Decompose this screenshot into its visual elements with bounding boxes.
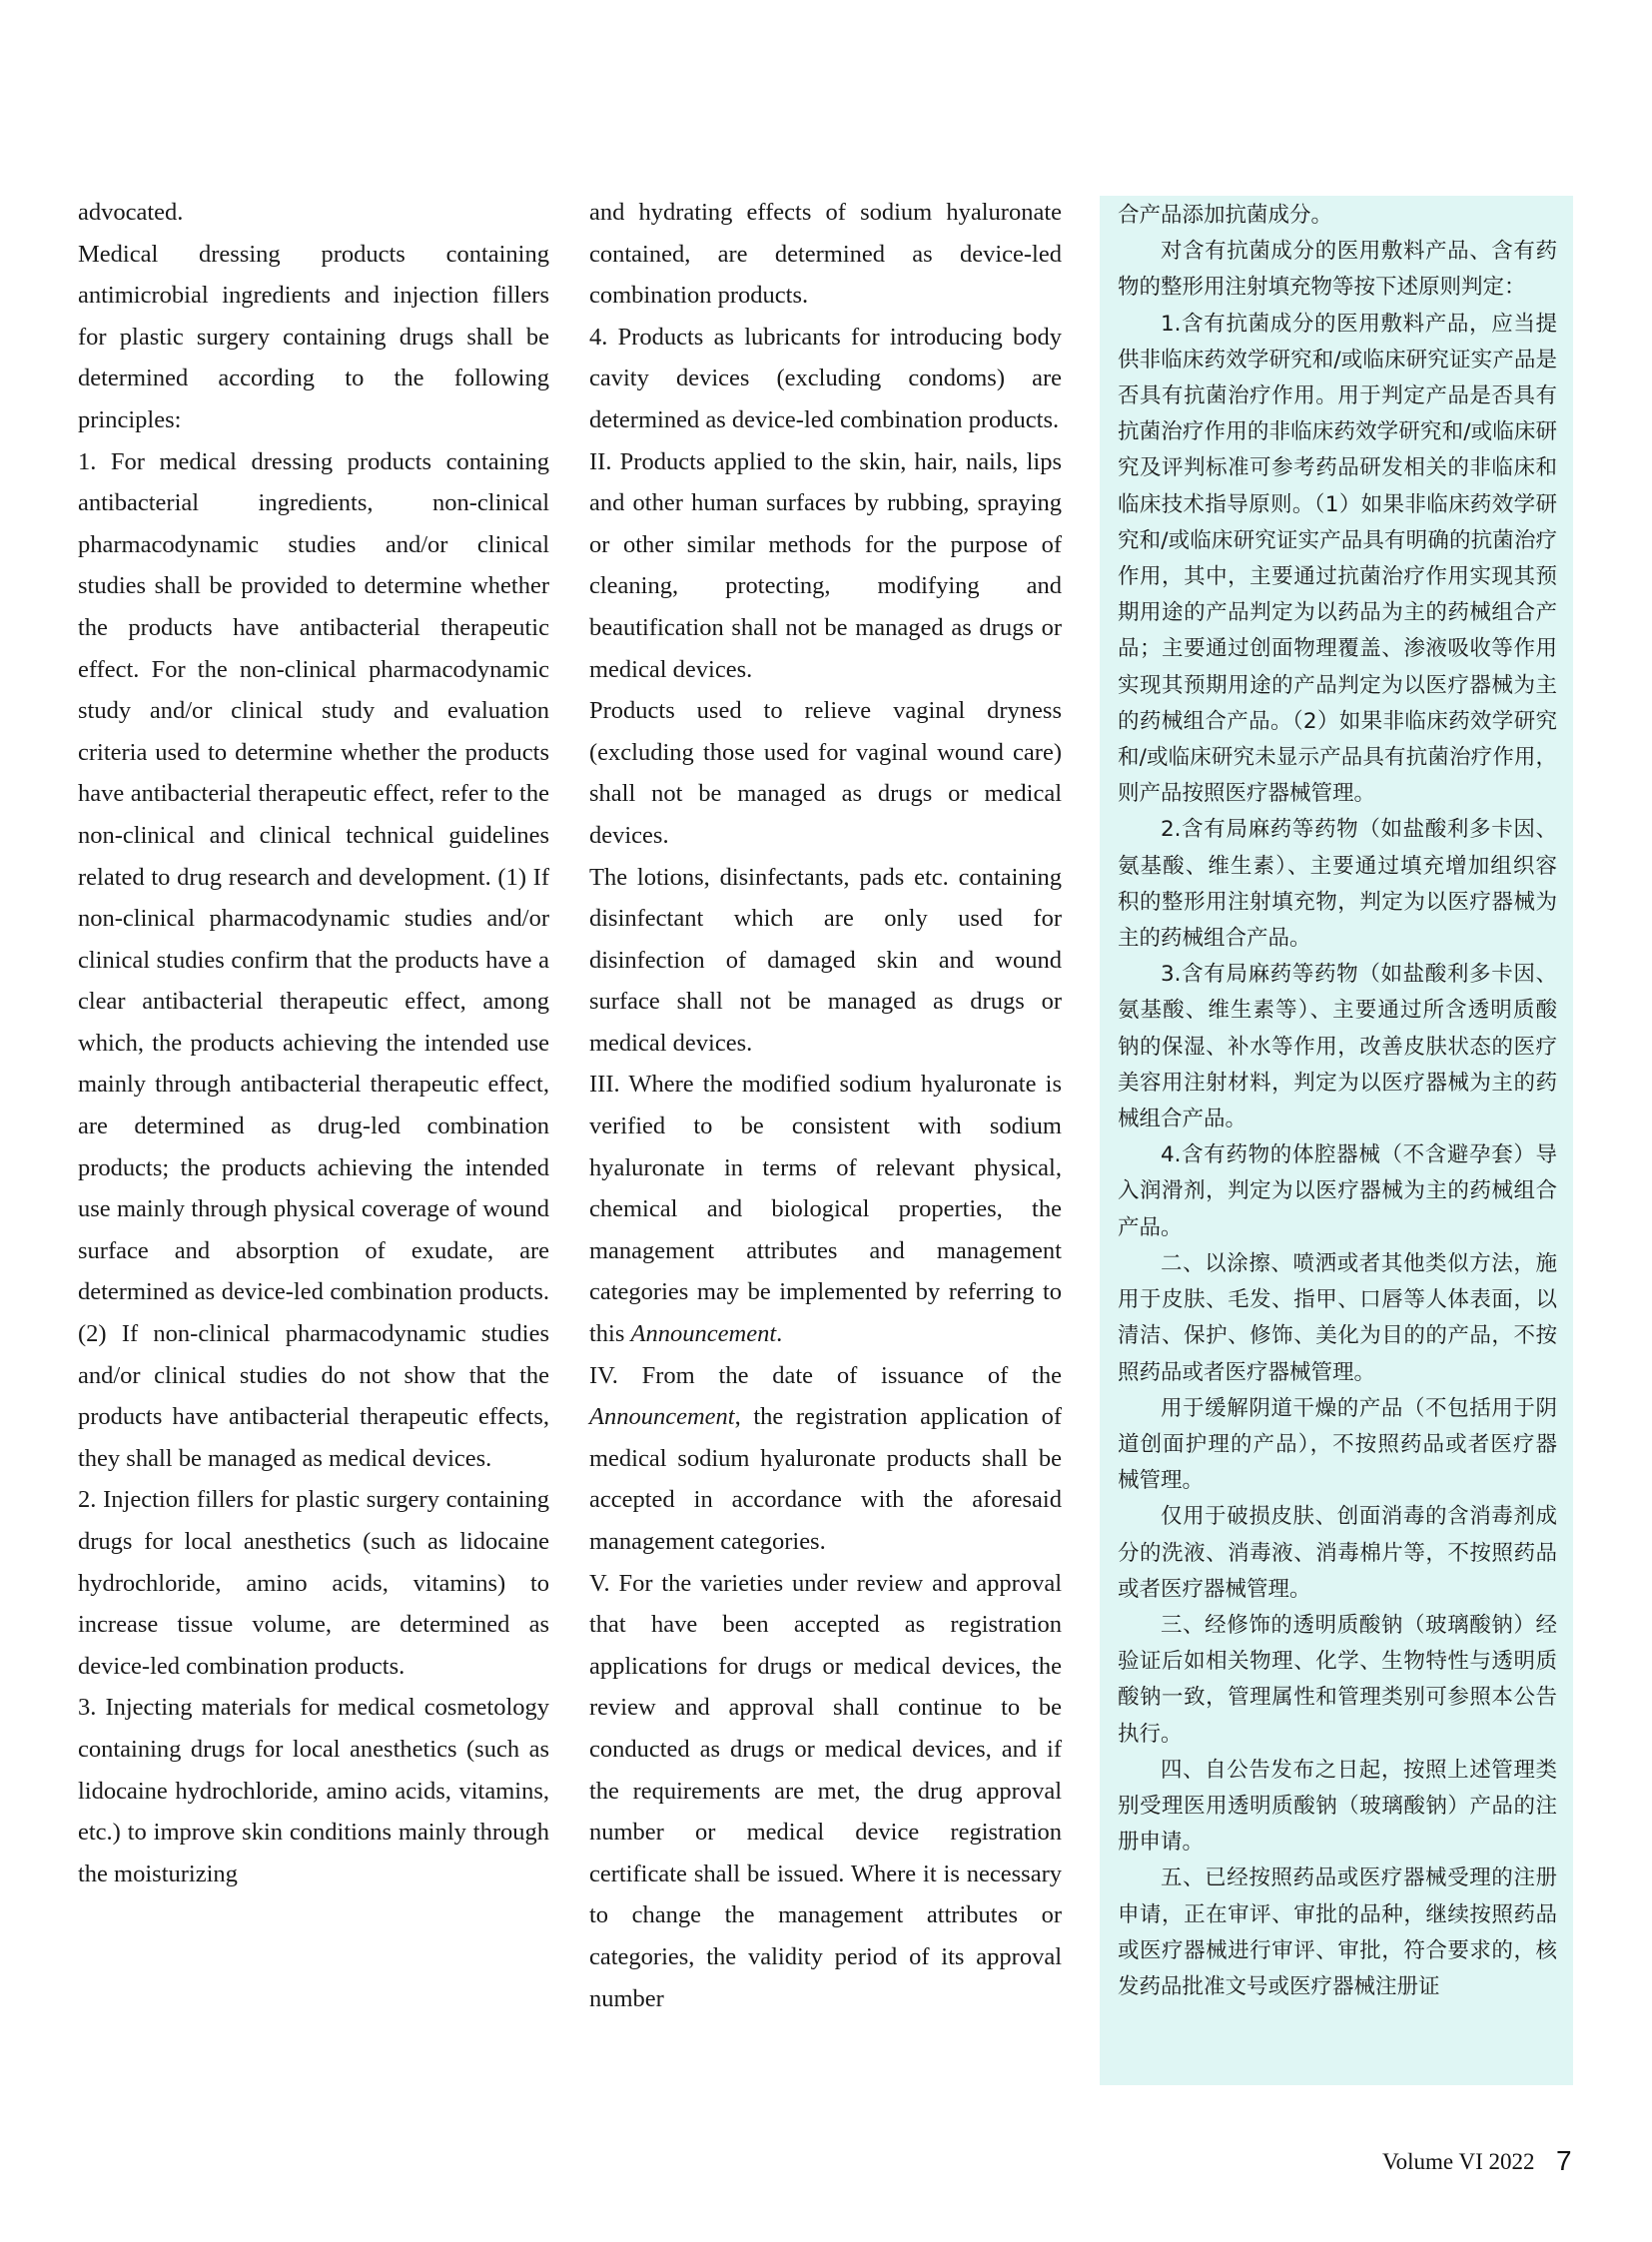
paragraph: The lotions, disinfectants, pads etc. containing disinfectant which are only used for disinfection of damaged skin and wound surface shall not be managed as drugs or medical devices. [589,863,1062,1057]
chinese-paragraph: 对含有抗菌成分的医用敷料产品、含有药物的整形用注射填充物等按下述原则判定： [1118,239,1557,301]
page-number: 7 [1556,2145,1572,2176]
chinese-paragraph: 1.含有抗菌成分的医用敷料产品，应当提供非临床药效学研究和/或临床研究证实产品是否具有抗菌治疗作用。用于判定产品是否具有抗菌治疗作用的非临床药效学研究和/或临床研究及评判标准可参考药品研发相关的非临床和临床技术指导原则。（1）如果非临床药效学研究和/或临床研究证实产品具有明确的抗菌治疗作用，其中，主要通过抗菌治疗作用实现其预期用途的产品判定为以药品为主的药械组合产品；主要通过创面物理覆盖、渗液吸收等作用实现其预期用途的产品判定为以医疗器械为主的药械组合产品。（2）如果非临床药效学研究和/或临床研究未显示产品具有抗菌治疗作用，则产品按照医疗器械管理。 [1118,311,1557,807]
paragraph: II. Products applied to the skin, hair, nails, lips and other human surfaces by rubbing, spraying or other similar methods for the purpose of cleaning, protecting, modifying and beautification shall not be managed as drugs or medical devices. [589,447,1062,683]
chinese-column [1118,198,1557,2005]
announcement-italic: Announcement [630,1320,777,1348]
paragraph: 1. For medical dressing products containing antibacterial ingredients, non-clinical pharmacodynamic studies and/or clinical studies shall be provided to determine whether the products have antibacterial therapeutic effect. For the non-clinical pharmacodynamic study and/or clinical study and evaluation criteria used to determine whether the products have antibacterial therapeutic effect, refer to the non-clinical and clinical technical guidelines related to drug research and development. (1) If non-clinical pharmacodynamic studies and/or clinical studies confirm that the products have a clear antibacterial therapeutic effect, among which, the products achieving the intended use mainly through antibacterial therapeutic effect, are determined as drug-led combination products; the products achieving the intended use mainly through physical coverage of wound surface and absorption of exudate, are determined as device-led combination products. (2) If non-clinical pharmacodynamic studies and/or clinical studies do not show that the products have antibacterial therapeutic effects, they shall be managed as medical devices. [78,447,549,1472]
chinese-paragraph: 合产品添加抗菌成分。 [1118,203,1333,228]
paragraph: V. For the varieties under review and approval that have been accepted as registration applications for drugs or medical devices, the review and approval shall continue to be conducted as drugs or medical devices, and if the requirements are met, the drug approval number or medical device registration certificate shall be issued. Where it is necessary to change the management attributes or categories, the validity period of its approval number [589,1569,1062,2012]
text: III. Where the modified sodium hyaluronate is verified to be consistent with sodium hyaluronate in terms of relevant physical, chemical and biological properties, the management attributes and management categories may be implemented by referring to this [589,1071,1062,1348]
paragraph [589,1064,1062,1354]
text: . [776,1320,783,1348]
paragraph: and hydrating effects of sodium hyaluronate contained, are determined as device-led combination products. [589,199,1062,310]
paragraph: 3. Injecting materials for medical cosmetology containing drugs for local anesthetics (such as lidocaine hydrochloride, amino acids, vitamins, etc.) to improve skin conditions mainly through the moisturizing [78,1694,549,1887]
announcement-italic: Announcement [589,1403,735,1431]
chinese-paragraph: 仅用于破损皮肤、创面消毒的含消毒剂成分的洗液、消毒液、消毒棉片等，不按照药品或者医疗器械管理。 [1118,1504,1557,1602]
paragraph [589,1355,1062,1563]
chinese-paragraph: 2.含有局麻药等药物（如盐酸利多卡因、氨基酸、维生素）、主要通过填充增加组织容积的整形用注射填充物，判定为以医疗器械为主的药械组合产品。 [1118,817,1557,952]
chinese-paragraph: 五、已经按照药品或医疗器械受理的注册申请，正在审评、审批的品种，继续按照药品或医疗器械进行审评、审批，符合要求的，核发药品批准文号或医疗器械注册证 [1118,1866,1557,1999]
text: , the registration application of medical sodium hyaluronate products shall be accepted in accordance with the aforesaid management categories. [589,1403,1062,1555]
volume-label: Volume VI 2022 [1382,2149,1535,2174]
chinese-paragraph: 三、经修饰的透明质酸钠（玻璃酸钠）经验证后如相关物理、化学、生物特性与透明质酸钠一致，管理属性和管理类别可参照本公告执行。 [1118,1612,1557,1747]
text: IV. From the date of issuance of the [589,1361,1062,1389]
chinese-paragraph: 3.含有局麻药等药物（如盐酸利多卡因、氨基酸、维生素等）、主要通过所含透明质酸钠的保湿、补水等作用，改善皮肤状态的医疗美容用注射材料，判定为以医疗器械为主的药械组合产品。 [1118,962,1557,1132]
paragraph: 2. Injection fillers for plastic surgery containing drugs for local anesthetics (such as lidocaine hydrochloride, amino acids, vitamins) to increase tissue volume, are determined as device-led combination products. [78,1486,549,1680]
paragraph: Medical dressing products containing antimicrobial ingredients and injection fillers for plastic surgery containing drugs shall be determined according to the following principles: [78,240,549,433]
english-column-left [78,192,549,1894]
paragraph: Products used to relieve vaginal dryness (excluding those used for vaginal wound care) shall not be managed as drugs or medical devices. [589,697,1062,849]
english-column-middle [589,192,1062,2019]
chinese-paragraph: 四、自公告发布之日起，按照上述管理类别受理医用透明质酸钠（玻璃酸钠）产品的注册申请。 [1118,1757,1557,1856]
chinese-paragraph: 4.含有药物的体腔器械（不含避孕套）导入润滑剂，判定为以医疗器械为主的药械组合产品。 [1118,1142,1557,1240]
chinese-paragraph: 用于缓解阴道干燥的产品（不包括用于阴道创面护理的产品），不按照药品或者医疗器械管理。 [1118,1395,1557,1494]
paragraph: 4. Products as lubricants for introducing body cavity devices (excluding condoms) are determined as device-led combination products. [589,323,1062,433]
paragraph: advocated. [78,199,184,226]
chinese-paragraph: 二、以涂擦、喷洒或者其他类似方法，施用于皮肤、毛发、指甲、口唇等人体表面，以清洁、保护、修饰、美化为目的的产品，不按照药品或者医疗器械管理。 [1118,1250,1557,1385]
